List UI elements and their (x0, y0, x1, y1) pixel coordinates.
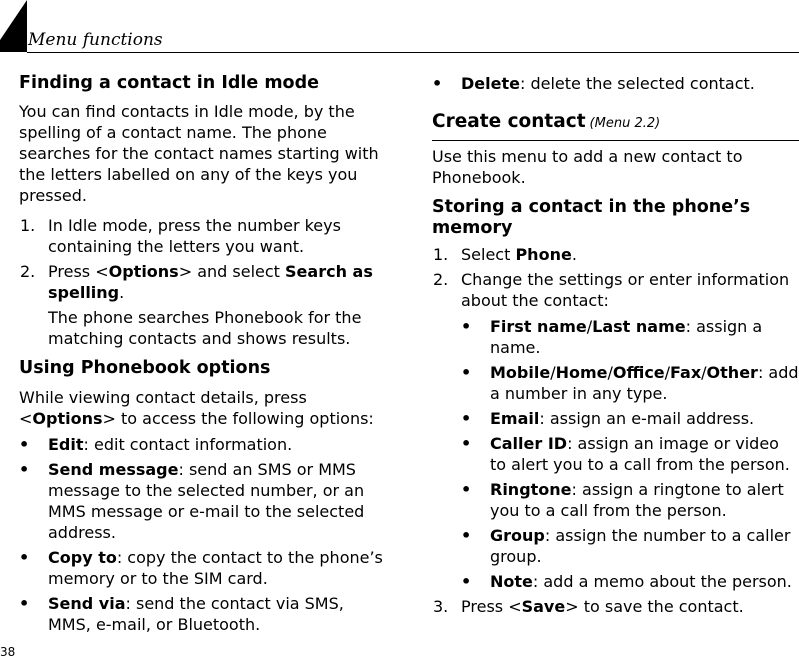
step-text: Press < (48, 262, 109, 281)
field-term: Note (490, 572, 533, 591)
option-text: : send the contact via SMS, MMS, e-mail, or Bluetooth. (48, 594, 344, 634)
storing-steps-list-end (432, 596, 799, 617)
step-text: > and select (178, 262, 286, 281)
intro-text: > to access the following options: (102, 409, 374, 428)
key-options: Options (32, 409, 103, 428)
step-text: > to save the contact. (565, 597, 744, 616)
field-text: : add a memo about the person. (532, 572, 792, 591)
bullet: • (19, 594, 30, 613)
field-caller-id (461, 433, 799, 475)
field-note (461, 571, 799, 592)
finding-contact-intro: You can find contacts in Idle mode, by the spelling of a contact name. The phone searches for the contact names starting with the letters labelled on any of the keys you pressed. (19, 102, 379, 205)
step-number: 2. (20, 262, 36, 281)
field-text: : add a number in any type. (490, 363, 799, 403)
bullet: • (461, 409, 472, 428)
page-number: 38 (0, 645, 16, 659)
menu-search-as-spelling: Search as spelling (48, 262, 373, 302)
field-term: Office (612, 363, 665, 382)
field-text: : assign a name. (490, 317, 763, 357)
option-term: Send via (48, 594, 126, 613)
field-term: Group (490, 526, 545, 545)
bullet: • (19, 460, 30, 479)
separator: / (586, 317, 593, 336)
field-text: : assign an image or video to alert you to a call from the person. (490, 434, 790, 474)
field-text: : assign the number to a caller group. (490, 526, 791, 566)
step-2-note (19, 307, 387, 349)
finding-steps-list (19, 215, 387, 349)
step-1 (432, 244, 799, 265)
heading-finding-contact: Finding a contact in Idle mode (19, 73, 319, 93)
separator: / (701, 363, 707, 382)
separator: / (607, 363, 613, 382)
field-email (461, 408, 799, 429)
step-text: In Idle mode, press the number keys containing the letters you want. (48, 216, 341, 256)
option-text: : copy the contact to the phone’s memory or to the SIM card. (48, 548, 383, 588)
option-text: : send an SMS or MMS message to the selected number, or an MMS message or e-mail to the selected address. (48, 460, 365, 542)
step-number: 3. (433, 597, 449, 616)
header-rule (27, 52, 799, 53)
separator: / (664, 363, 671, 382)
field-text: : assign a ringtone to alert you to a call from the person. (490, 480, 784, 520)
field-name (461, 316, 799, 358)
heading-phonebook-options: Using Phonebook options (19, 358, 271, 378)
option-send-message (19, 459, 387, 543)
bullet: • (461, 572, 472, 591)
option-term: Send message (48, 460, 179, 479)
field-term: First name (490, 317, 587, 336)
field-term: Other (706, 363, 758, 382)
step-note-text: The phone searches Phonebook for the matching contacts and shows results. (48, 308, 362, 348)
key-save: Save (521, 597, 566, 616)
bullet: • (19, 435, 30, 454)
create-contact-intro: Use this menu to add a new contact to Phonebook. (432, 147, 743, 187)
step-text: Select (461, 245, 516, 264)
menu-reference: (Menu 2.2) (589, 116, 661, 131)
field-term: Email (490, 409, 540, 428)
right-column (432, 73, 799, 617)
step-number: 1. (433, 245, 449, 264)
option-send-via (19, 593, 387, 635)
option-copy-to (19, 547, 387, 589)
contact-fields-list (461, 316, 799, 592)
step-number: 1. (20, 216, 36, 235)
option-term: Copy to (48, 548, 117, 567)
field-term: Fax (670, 363, 702, 382)
field-term: Ringtone (490, 480, 572, 499)
field-ringtone (461, 479, 799, 521)
field-term: Caller ID (490, 434, 568, 453)
option-text: : delete the selected contact. (519, 74, 755, 93)
step-text: Press < (461, 597, 522, 616)
field-text: : assign an e-mail address. (539, 409, 755, 428)
storing-steps-list (432, 244, 799, 311)
field-term: Mobile (490, 363, 551, 382)
heading-text: Create contact (432, 111, 586, 132)
bullet: • (461, 363, 472, 382)
heading-create-contact (432, 111, 799, 135)
step-number: 2. (433, 270, 449, 289)
key-options: Options (108, 262, 179, 281)
option-term: Delete (461, 74, 520, 93)
header-accent-bar (0, 0, 27, 52)
running-header: Menu functions (28, 30, 163, 50)
phonebook-options-list (19, 434, 387, 635)
intro-text: While viewing contact details, press < (19, 388, 307, 428)
field-term: Home (555, 363, 608, 382)
bullet: • (461, 480, 472, 499)
step-2 (19, 261, 387, 303)
step-1 (19, 215, 387, 257)
bullet: • (461, 526, 472, 545)
left-column (19, 73, 387, 635)
separator: / (550, 363, 556, 382)
step-text: Change the settings or enter information about the contact: (461, 270, 790, 310)
phonebook-options-list-continued (432, 73, 799, 94)
menu-phone: Phone (515, 245, 572, 264)
option-edit (19, 434, 387, 455)
bullet: • (461, 317, 472, 336)
step-text: . (571, 245, 577, 264)
phonebook-options-intro (19, 387, 387, 429)
field-term: Last name (592, 317, 686, 336)
bullet: • (461, 434, 472, 453)
option-delete (432, 73, 799, 94)
field-numbers (461, 362, 799, 404)
bullet: • (432, 74, 443, 93)
step-3 (432, 596, 799, 617)
bullet: • (19, 548, 30, 567)
heading-storing-contact: Storing a contact in the phone’s memory (432, 197, 751, 238)
step-2 (432, 269, 799, 311)
option-text: : edit contact information. (83, 435, 293, 454)
field-group (461, 525, 799, 567)
step-text: . (119, 283, 125, 302)
option-term: Edit (48, 435, 84, 454)
create-contact-heading-block (432, 111, 799, 141)
